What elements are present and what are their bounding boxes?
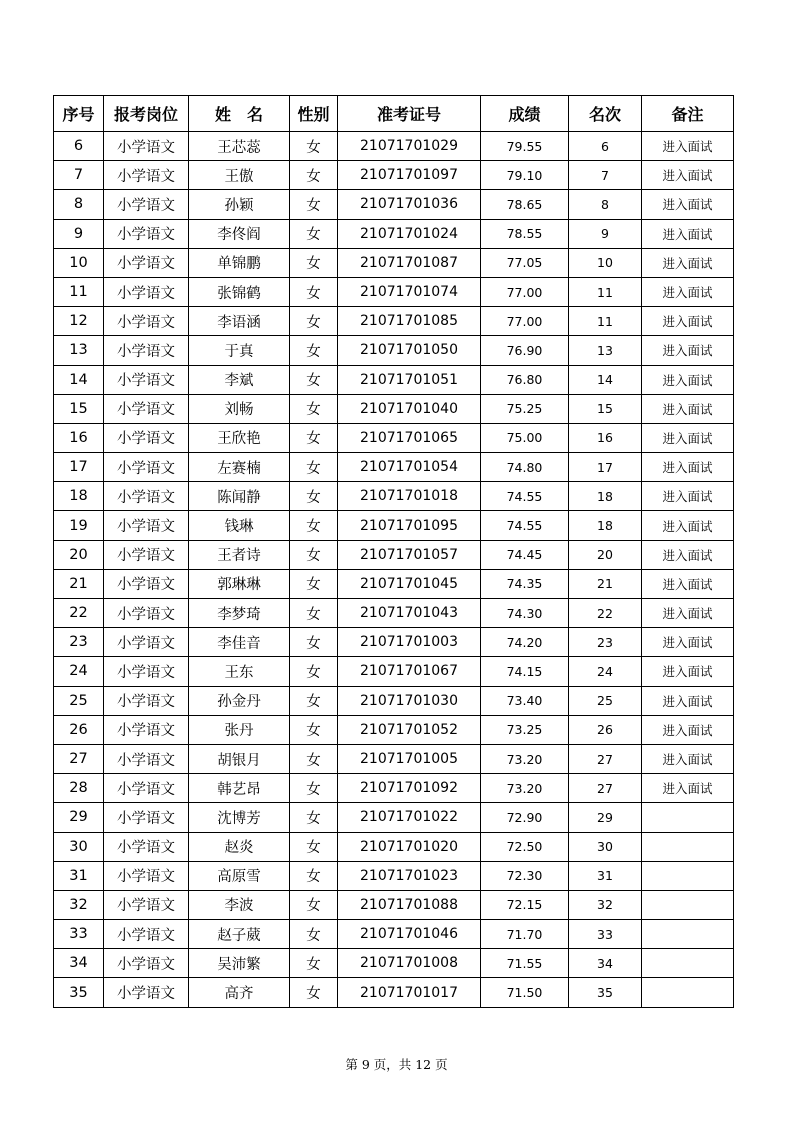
cell-score: 73.20 bbox=[481, 744, 569, 773]
cell-note bbox=[642, 832, 734, 861]
cell-position: 小学语文 bbox=[104, 190, 189, 219]
cell-score: 71.55 bbox=[481, 949, 569, 978]
table-row bbox=[54, 569, 734, 598]
cell-gender: 女 bbox=[290, 365, 338, 394]
cell-id: 21071701018 bbox=[338, 482, 481, 511]
cell-position: 小学语文 bbox=[104, 307, 189, 336]
cell-position: 小学语文 bbox=[104, 511, 189, 540]
cell-position: 小学语文 bbox=[104, 423, 189, 452]
table-body bbox=[54, 132, 734, 1008]
cell-rank: 32 bbox=[569, 890, 642, 919]
cell-name: 孙金丹 bbox=[189, 686, 290, 715]
cell-rank: 22 bbox=[569, 599, 642, 628]
cell-note: 进入面试 bbox=[642, 307, 734, 336]
cell-id: 21071701005 bbox=[338, 744, 481, 773]
cell-name: 郭琳琳 bbox=[189, 569, 290, 598]
cell-gender: 女 bbox=[290, 978, 338, 1007]
cell-score: 75.00 bbox=[481, 423, 569, 452]
cell-note bbox=[642, 920, 734, 949]
cell-note: 进入面试 bbox=[642, 394, 734, 423]
cell-rank: 8 bbox=[569, 190, 642, 219]
cell-position: 小学语文 bbox=[104, 657, 189, 686]
cell-name: 韩艺昂 bbox=[189, 774, 290, 803]
cell-note: 进入面试 bbox=[642, 569, 734, 598]
cell-gender: 女 bbox=[290, 540, 338, 569]
cell-name: 王者诗 bbox=[189, 540, 290, 569]
cell-score: 78.55 bbox=[481, 219, 569, 248]
cell-score: 74.55 bbox=[481, 482, 569, 511]
cell-id: 21071701046 bbox=[338, 920, 481, 949]
cell-name: 李语涵 bbox=[189, 307, 290, 336]
table-row bbox=[54, 715, 734, 744]
cell-rank: 11 bbox=[569, 277, 642, 306]
cell-gender: 女 bbox=[290, 336, 338, 365]
cell-note: 进入面试 bbox=[642, 423, 734, 452]
cell-name: 刘畅 bbox=[189, 394, 290, 423]
table-row bbox=[54, 920, 734, 949]
cell-gender: 女 bbox=[290, 715, 338, 744]
cell-id: 21071701087 bbox=[338, 248, 481, 277]
cell-note: 进入面试 bbox=[642, 161, 734, 190]
cell-id: 21071701029 bbox=[338, 132, 481, 161]
cell-seq: 32 bbox=[54, 890, 104, 919]
cell-rank: 31 bbox=[569, 861, 642, 890]
cell-id: 21071701003 bbox=[338, 628, 481, 657]
cell-id: 21071701052 bbox=[338, 715, 481, 744]
cell-seq: 21 bbox=[54, 569, 104, 598]
cell-note: 进入面试 bbox=[642, 336, 734, 365]
header-note: 备注 bbox=[642, 96, 734, 132]
table-row bbox=[54, 219, 734, 248]
cell-gender: 女 bbox=[290, 890, 338, 919]
cell-seq: 7 bbox=[54, 161, 104, 190]
cell-rank: 6 bbox=[569, 132, 642, 161]
cell-score: 72.90 bbox=[481, 803, 569, 832]
cell-gender: 女 bbox=[290, 307, 338, 336]
cell-seq: 23 bbox=[54, 628, 104, 657]
cell-position: 小学语文 bbox=[104, 482, 189, 511]
cell-note bbox=[642, 861, 734, 890]
cell-score: 79.55 bbox=[481, 132, 569, 161]
cell-name: 高齐 bbox=[189, 978, 290, 1007]
cell-id: 21071701092 bbox=[338, 774, 481, 803]
cell-score: 71.50 bbox=[481, 978, 569, 1007]
cell-name: 李波 bbox=[189, 890, 290, 919]
cell-id: 21071701043 bbox=[338, 599, 481, 628]
cell-name: 孙颖 bbox=[189, 190, 290, 219]
cell-note: 进入面试 bbox=[642, 219, 734, 248]
cell-id: 21071701020 bbox=[338, 832, 481, 861]
cell-id: 21071701022 bbox=[338, 803, 481, 832]
cell-position: 小学语文 bbox=[104, 453, 189, 482]
cell-gender: 女 bbox=[290, 657, 338, 686]
cell-seq: 26 bbox=[54, 715, 104, 744]
cell-name: 吴沛繁 bbox=[189, 949, 290, 978]
cell-position: 小学语文 bbox=[104, 686, 189, 715]
table-row bbox=[54, 307, 734, 336]
cell-rank: 24 bbox=[569, 657, 642, 686]
cell-name: 李斌 bbox=[189, 365, 290, 394]
cell-rank: 33 bbox=[569, 920, 642, 949]
cell-id: 21071701036 bbox=[338, 190, 481, 219]
cell-gender: 女 bbox=[290, 832, 338, 861]
cell-position: 小学语文 bbox=[104, 132, 189, 161]
cell-rank: 14 bbox=[569, 365, 642, 394]
table-row bbox=[54, 744, 734, 773]
cell-id: 21071701030 bbox=[338, 686, 481, 715]
cell-rank: 10 bbox=[569, 248, 642, 277]
cell-seq: 12 bbox=[54, 307, 104, 336]
table-row bbox=[54, 832, 734, 861]
table-row bbox=[54, 423, 734, 452]
cell-seq: 8 bbox=[54, 190, 104, 219]
cell-score: 74.20 bbox=[481, 628, 569, 657]
cell-score: 77.00 bbox=[481, 277, 569, 306]
cell-note: 进入面试 bbox=[642, 277, 734, 306]
table-row bbox=[54, 277, 734, 306]
cell-position: 小学语文 bbox=[104, 277, 189, 306]
cell-note: 进入面试 bbox=[642, 715, 734, 744]
table-row bbox=[54, 978, 734, 1007]
cell-score: 72.30 bbox=[481, 861, 569, 890]
cell-gender: 女 bbox=[290, 161, 338, 190]
cell-seq: 33 bbox=[54, 920, 104, 949]
cell-score: 78.65 bbox=[481, 190, 569, 219]
cell-position: 小学语文 bbox=[104, 774, 189, 803]
cell-name: 沈博芳 bbox=[189, 803, 290, 832]
header-seq: 序号 bbox=[54, 96, 104, 132]
cell-rank: 18 bbox=[569, 482, 642, 511]
cell-seq: 19 bbox=[54, 511, 104, 540]
cell-id: 21071701057 bbox=[338, 540, 481, 569]
cell-note: 进入面试 bbox=[642, 453, 734, 482]
cell-gender: 女 bbox=[290, 569, 338, 598]
cell-position: 小学语文 bbox=[104, 248, 189, 277]
cell-note: 进入面试 bbox=[642, 190, 734, 219]
cell-score: 77.00 bbox=[481, 307, 569, 336]
cell-name: 李佟阎 bbox=[189, 219, 290, 248]
cell-id: 21071701040 bbox=[338, 394, 481, 423]
cell-score: 75.25 bbox=[481, 394, 569, 423]
cell-seq: 20 bbox=[54, 540, 104, 569]
cell-position: 小学语文 bbox=[104, 161, 189, 190]
cell-score: 76.90 bbox=[481, 336, 569, 365]
table-row bbox=[54, 248, 734, 277]
cell-rank: 16 bbox=[569, 423, 642, 452]
cell-id: 21071701054 bbox=[338, 453, 481, 482]
cell-id: 21071701050 bbox=[338, 336, 481, 365]
cell-gender: 女 bbox=[290, 686, 338, 715]
cell-position: 小学语文 bbox=[104, 599, 189, 628]
cell-gender: 女 bbox=[290, 744, 338, 773]
cell-id: 21071701023 bbox=[338, 861, 481, 890]
cell-position: 小学语文 bbox=[104, 744, 189, 773]
cell-seq: 14 bbox=[54, 365, 104, 394]
table-row bbox=[54, 540, 734, 569]
cell-name: 张锦鹤 bbox=[189, 277, 290, 306]
cell-position: 小学语文 bbox=[104, 628, 189, 657]
cell-seq: 10 bbox=[54, 248, 104, 277]
cell-seq: 22 bbox=[54, 599, 104, 628]
cell-seq: 30 bbox=[54, 832, 104, 861]
table-row bbox=[54, 394, 734, 423]
cell-gender: 女 bbox=[290, 277, 338, 306]
cell-name: 李梦琦 bbox=[189, 599, 290, 628]
cell-seq: 24 bbox=[54, 657, 104, 686]
cell-id: 21071701051 bbox=[338, 365, 481, 394]
table-row bbox=[54, 890, 734, 919]
cell-position: 小学语文 bbox=[104, 336, 189, 365]
cell-position: 小学语文 bbox=[104, 861, 189, 890]
cell-seq: 13 bbox=[54, 336, 104, 365]
cell-gender: 女 bbox=[290, 132, 338, 161]
cell-score: 79.10 bbox=[481, 161, 569, 190]
cell-score: 72.15 bbox=[481, 890, 569, 919]
table-row bbox=[54, 190, 734, 219]
page-footer: 第 9 页，共 12 页 bbox=[345, 1057, 448, 1072]
cell-id: 21071701095 bbox=[338, 511, 481, 540]
cell-position: 小学语文 bbox=[104, 540, 189, 569]
cell-score: 76.80 bbox=[481, 365, 569, 394]
cell-id: 21071701065 bbox=[338, 423, 481, 452]
table-row bbox=[54, 161, 734, 190]
cell-rank: 13 bbox=[569, 336, 642, 365]
cell-gender: 女 bbox=[290, 628, 338, 657]
cell-score: 77.05 bbox=[481, 248, 569, 277]
table-row bbox=[54, 628, 734, 657]
cell-id: 21071701088 bbox=[338, 890, 481, 919]
cell-note: 进入面试 bbox=[642, 686, 734, 715]
cell-note bbox=[642, 890, 734, 919]
cell-seq: 25 bbox=[54, 686, 104, 715]
cell-seq: 9 bbox=[54, 219, 104, 248]
cell-gender: 女 bbox=[290, 453, 338, 482]
table-row bbox=[54, 599, 734, 628]
cell-position: 小学语文 bbox=[104, 365, 189, 394]
cell-score: 72.50 bbox=[481, 832, 569, 861]
cell-score: 73.40 bbox=[481, 686, 569, 715]
cell-name: 赵子葳 bbox=[189, 920, 290, 949]
cell-id: 21071701024 bbox=[338, 219, 481, 248]
header-rank: 名次 bbox=[569, 96, 642, 132]
cell-id: 21071701017 bbox=[338, 978, 481, 1007]
cell-rank: 30 bbox=[569, 832, 642, 861]
cell-gender: 女 bbox=[290, 920, 338, 949]
cell-position: 小学语文 bbox=[104, 569, 189, 598]
cell-name: 王欣艳 bbox=[189, 423, 290, 452]
cell-position: 小学语文 bbox=[104, 890, 189, 919]
cell-position: 小学语文 bbox=[104, 803, 189, 832]
cell-name: 左赛楠 bbox=[189, 453, 290, 482]
cell-id: 21071701008 bbox=[338, 949, 481, 978]
cell-rank: 35 bbox=[569, 978, 642, 1007]
table-row bbox=[54, 511, 734, 540]
cell-score: 74.15 bbox=[481, 657, 569, 686]
cell-name: 赵炎 bbox=[189, 832, 290, 861]
cell-rank: 21 bbox=[569, 569, 642, 598]
cell-note bbox=[642, 949, 734, 978]
cell-seq: 6 bbox=[54, 132, 104, 161]
cell-seq: 17 bbox=[54, 453, 104, 482]
cell-position: 小学语文 bbox=[104, 978, 189, 1007]
cell-name: 胡银月 bbox=[189, 744, 290, 773]
cell-position: 小学语文 bbox=[104, 949, 189, 978]
cell-name: 陈闻静 bbox=[189, 482, 290, 511]
cell-note: 进入面试 bbox=[642, 132, 734, 161]
cell-seq: 11 bbox=[54, 277, 104, 306]
cell-position: 小学语文 bbox=[104, 219, 189, 248]
cell-seq: 28 bbox=[54, 774, 104, 803]
cell-gender: 女 bbox=[290, 394, 338, 423]
cell-note: 进入面试 bbox=[642, 628, 734, 657]
cell-score: 73.20 bbox=[481, 774, 569, 803]
score-table bbox=[53, 95, 734, 1008]
cell-seq: 35 bbox=[54, 978, 104, 1007]
header-position: 报考岗位 bbox=[104, 96, 189, 132]
cell-note: 进入面试 bbox=[642, 774, 734, 803]
table-row bbox=[54, 132, 734, 161]
cell-note bbox=[642, 978, 734, 1007]
cell-seq: 18 bbox=[54, 482, 104, 511]
cell-note: 进入面试 bbox=[642, 599, 734, 628]
cell-name: 李佳音 bbox=[189, 628, 290, 657]
cell-note: 进入面试 bbox=[642, 657, 734, 686]
header-row bbox=[54, 96, 734, 132]
cell-id: 21071701045 bbox=[338, 569, 481, 598]
cell-name: 高原雪 bbox=[189, 861, 290, 890]
cell-id: 21071701067 bbox=[338, 657, 481, 686]
cell-position: 小学语文 bbox=[104, 394, 189, 423]
cell-seq: 16 bbox=[54, 423, 104, 452]
cell-gender: 女 bbox=[290, 599, 338, 628]
cell-position: 小学语文 bbox=[104, 715, 189, 744]
cell-gender: 女 bbox=[290, 949, 338, 978]
cell-rank: 29 bbox=[569, 803, 642, 832]
table-row bbox=[54, 774, 734, 803]
header-score: 成绩 bbox=[481, 96, 569, 132]
cell-name: 王芯蕊 bbox=[189, 132, 290, 161]
cell-rank: 17 bbox=[569, 453, 642, 482]
cell-score: 74.55 bbox=[481, 511, 569, 540]
cell-score: 74.35 bbox=[481, 569, 569, 598]
cell-id: 21071701085 bbox=[338, 307, 481, 336]
cell-rank: 26 bbox=[569, 715, 642, 744]
cell-note: 进入面试 bbox=[642, 482, 734, 511]
cell-rank: 18 bbox=[569, 511, 642, 540]
cell-seq: 27 bbox=[54, 744, 104, 773]
cell-score: 74.45 bbox=[481, 540, 569, 569]
cell-seq: 15 bbox=[54, 394, 104, 423]
cell-name: 单锦鹏 bbox=[189, 248, 290, 277]
cell-seq: 34 bbox=[54, 949, 104, 978]
cell-gender: 女 bbox=[290, 482, 338, 511]
cell-score: 71.70 bbox=[481, 920, 569, 949]
header-exam-id: 准考证号 bbox=[338, 96, 481, 132]
table-row bbox=[54, 482, 734, 511]
cell-note: 进入面试 bbox=[642, 511, 734, 540]
cell-position: 小学语文 bbox=[104, 832, 189, 861]
cell-gender: 女 bbox=[290, 219, 338, 248]
cell-note: 进入面试 bbox=[642, 744, 734, 773]
cell-id: 21071701097 bbox=[338, 161, 481, 190]
cell-gender: 女 bbox=[290, 248, 338, 277]
cell-note: 进入面试 bbox=[642, 248, 734, 277]
cell-rank: 27 bbox=[569, 774, 642, 803]
table-row bbox=[54, 365, 734, 394]
cell-score: 74.80 bbox=[481, 453, 569, 482]
cell-name: 王傲 bbox=[189, 161, 290, 190]
cell-note: 进入面试 bbox=[642, 540, 734, 569]
table-row bbox=[54, 803, 734, 832]
cell-note: 进入面试 bbox=[642, 365, 734, 394]
table-row bbox=[54, 453, 734, 482]
table-row bbox=[54, 949, 734, 978]
cell-rank: 7 bbox=[569, 161, 642, 190]
table-row bbox=[54, 336, 734, 365]
cell-gender: 女 bbox=[290, 511, 338, 540]
table-row bbox=[54, 686, 734, 715]
table-row bbox=[54, 657, 734, 686]
cell-name: 于真 bbox=[189, 336, 290, 365]
cell-score: 74.30 bbox=[481, 599, 569, 628]
cell-gender: 女 bbox=[290, 774, 338, 803]
table-row bbox=[54, 861, 734, 890]
header-name: 姓 名 bbox=[189, 96, 290, 132]
cell-name: 张丹 bbox=[189, 715, 290, 744]
cell-seq: 31 bbox=[54, 861, 104, 890]
cell-note bbox=[642, 803, 734, 832]
header-gender: 性别 bbox=[290, 96, 338, 132]
cell-rank: 25 bbox=[569, 686, 642, 715]
cell-name: 钱琳 bbox=[189, 511, 290, 540]
cell-rank: 23 bbox=[569, 628, 642, 657]
cell-rank: 15 bbox=[569, 394, 642, 423]
cell-score: 73.25 bbox=[481, 715, 569, 744]
cell-gender: 女 bbox=[290, 803, 338, 832]
cell-rank: 20 bbox=[569, 540, 642, 569]
cell-gender: 女 bbox=[290, 861, 338, 890]
cell-rank: 27 bbox=[569, 744, 642, 773]
cell-name: 王东 bbox=[189, 657, 290, 686]
cell-gender: 女 bbox=[290, 423, 338, 452]
cell-position: 小学语文 bbox=[104, 920, 189, 949]
cell-rank: 34 bbox=[569, 949, 642, 978]
cell-rank: 11 bbox=[569, 307, 642, 336]
cell-gender: 女 bbox=[290, 190, 338, 219]
cell-rank: 9 bbox=[569, 219, 642, 248]
cell-seq: 29 bbox=[54, 803, 104, 832]
cell-id: 21071701074 bbox=[338, 277, 481, 306]
